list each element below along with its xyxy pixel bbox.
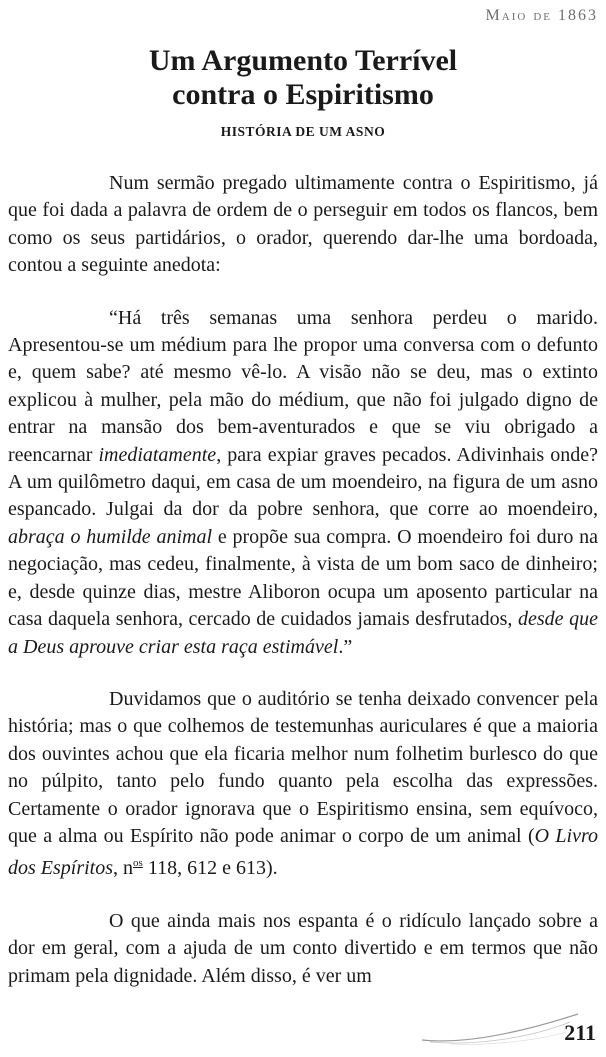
paragraph-4: O que ainda mais nos espanta é o ridículo lançado sobre a dor em geral, com a ajuda de um conto divertido e em termos que não primam pela dignidade. Além disso, é ver um: [8, 909, 598, 987]
page-flourish-icon: [420, 1010, 580, 1050]
p2-italic-3: desde que a Deus aprouve criar esta raça estimável: [8, 608, 598, 658]
article-title: [0, 44, 606, 112]
title-line-1: Um Argumento Terrível: [148, 44, 458, 77]
p3-text-e: 118, 612 e 613).: [142, 857, 278, 880]
running-header: Maio de 1863: [485, 7, 598, 24]
page-number: 211: [564, 1020, 596, 1045]
article-body: [8, 170, 598, 990]
p2-text-a: “Há três semanas uma senhora perdeu o marido. Apresentou-se um médium para lhe propor uma conversa com o defunto e, quem sabe? até mesmo vê-lo. A visão não se deu, mas o extinto explicou à mulher, pela mão do médium, que não foi julgado digno de entrar na mansão dos bem-aventurados e que se viu obrigado a reencarnar: [8, 306, 598, 466]
title-line-2: contra o Espiritismo: [172, 78, 434, 111]
article-subtitle: HISTÓRIA DE UM ASNO: [220, 124, 386, 139]
p3-text-c: , n: [113, 857, 134, 880]
paragraph-1: Num sermão pregado ultimamente contra o Espiritismo, já que foi dada a palavra de ordem de o perseguir em todos os flancos, bem como os seus partidários, o orador, querendo dar-lhe uma bordoada, contou a seguinte anedota:: [8, 172, 598, 277]
p2-text-g: .”: [338, 635, 353, 658]
p2-italic-2: abraça o humilde animal: [8, 525, 213, 548]
paragraph-3: [8, 686, 598, 883]
paragraph-2: [8, 305, 598, 661]
p3-superscript: os: [133, 857, 143, 870]
p3-text-a: Duvidamos que o auditório se tenha deixado convencer pela história; mas o que colhemos de testemunhas auriculares é que a maioria dos ouvintes achou que ela ficaria melhor num folhetim burlesco do que no púlpito, tanto pelo fundo quanto pela escolha das expressões. Certamente o orador ignorava que o Espiritismo ensina, sem equívoco, que a alma ou Espírito não pode animar o corpo de um animal (: [8, 687, 598, 847]
p2-italic-1: imediatamente: [98, 443, 217, 466]
p3-book-title: O Livro dos Espíritos: [8, 824, 598, 880]
p2-text-c: , para expiar graves pecados. Adivinhais onde? A um quilômetro daqui, em casa de um moendeiro, na figura de um asno espancado. Julgai da dor da pobre senhora, que corre ao moendeiro,: [8, 443, 598, 521]
p2-text-e: e propõe sua compra. O moendeiro foi duro na negociação, mas cedeu, finalmente, à vista de um bom saco de dinheiro; e, desde quinze dias, mestre Aliboron ocupa um aposento particular na casa daquela senhora, cercado de cuidados jamais desfrutados,: [8, 525, 598, 631]
